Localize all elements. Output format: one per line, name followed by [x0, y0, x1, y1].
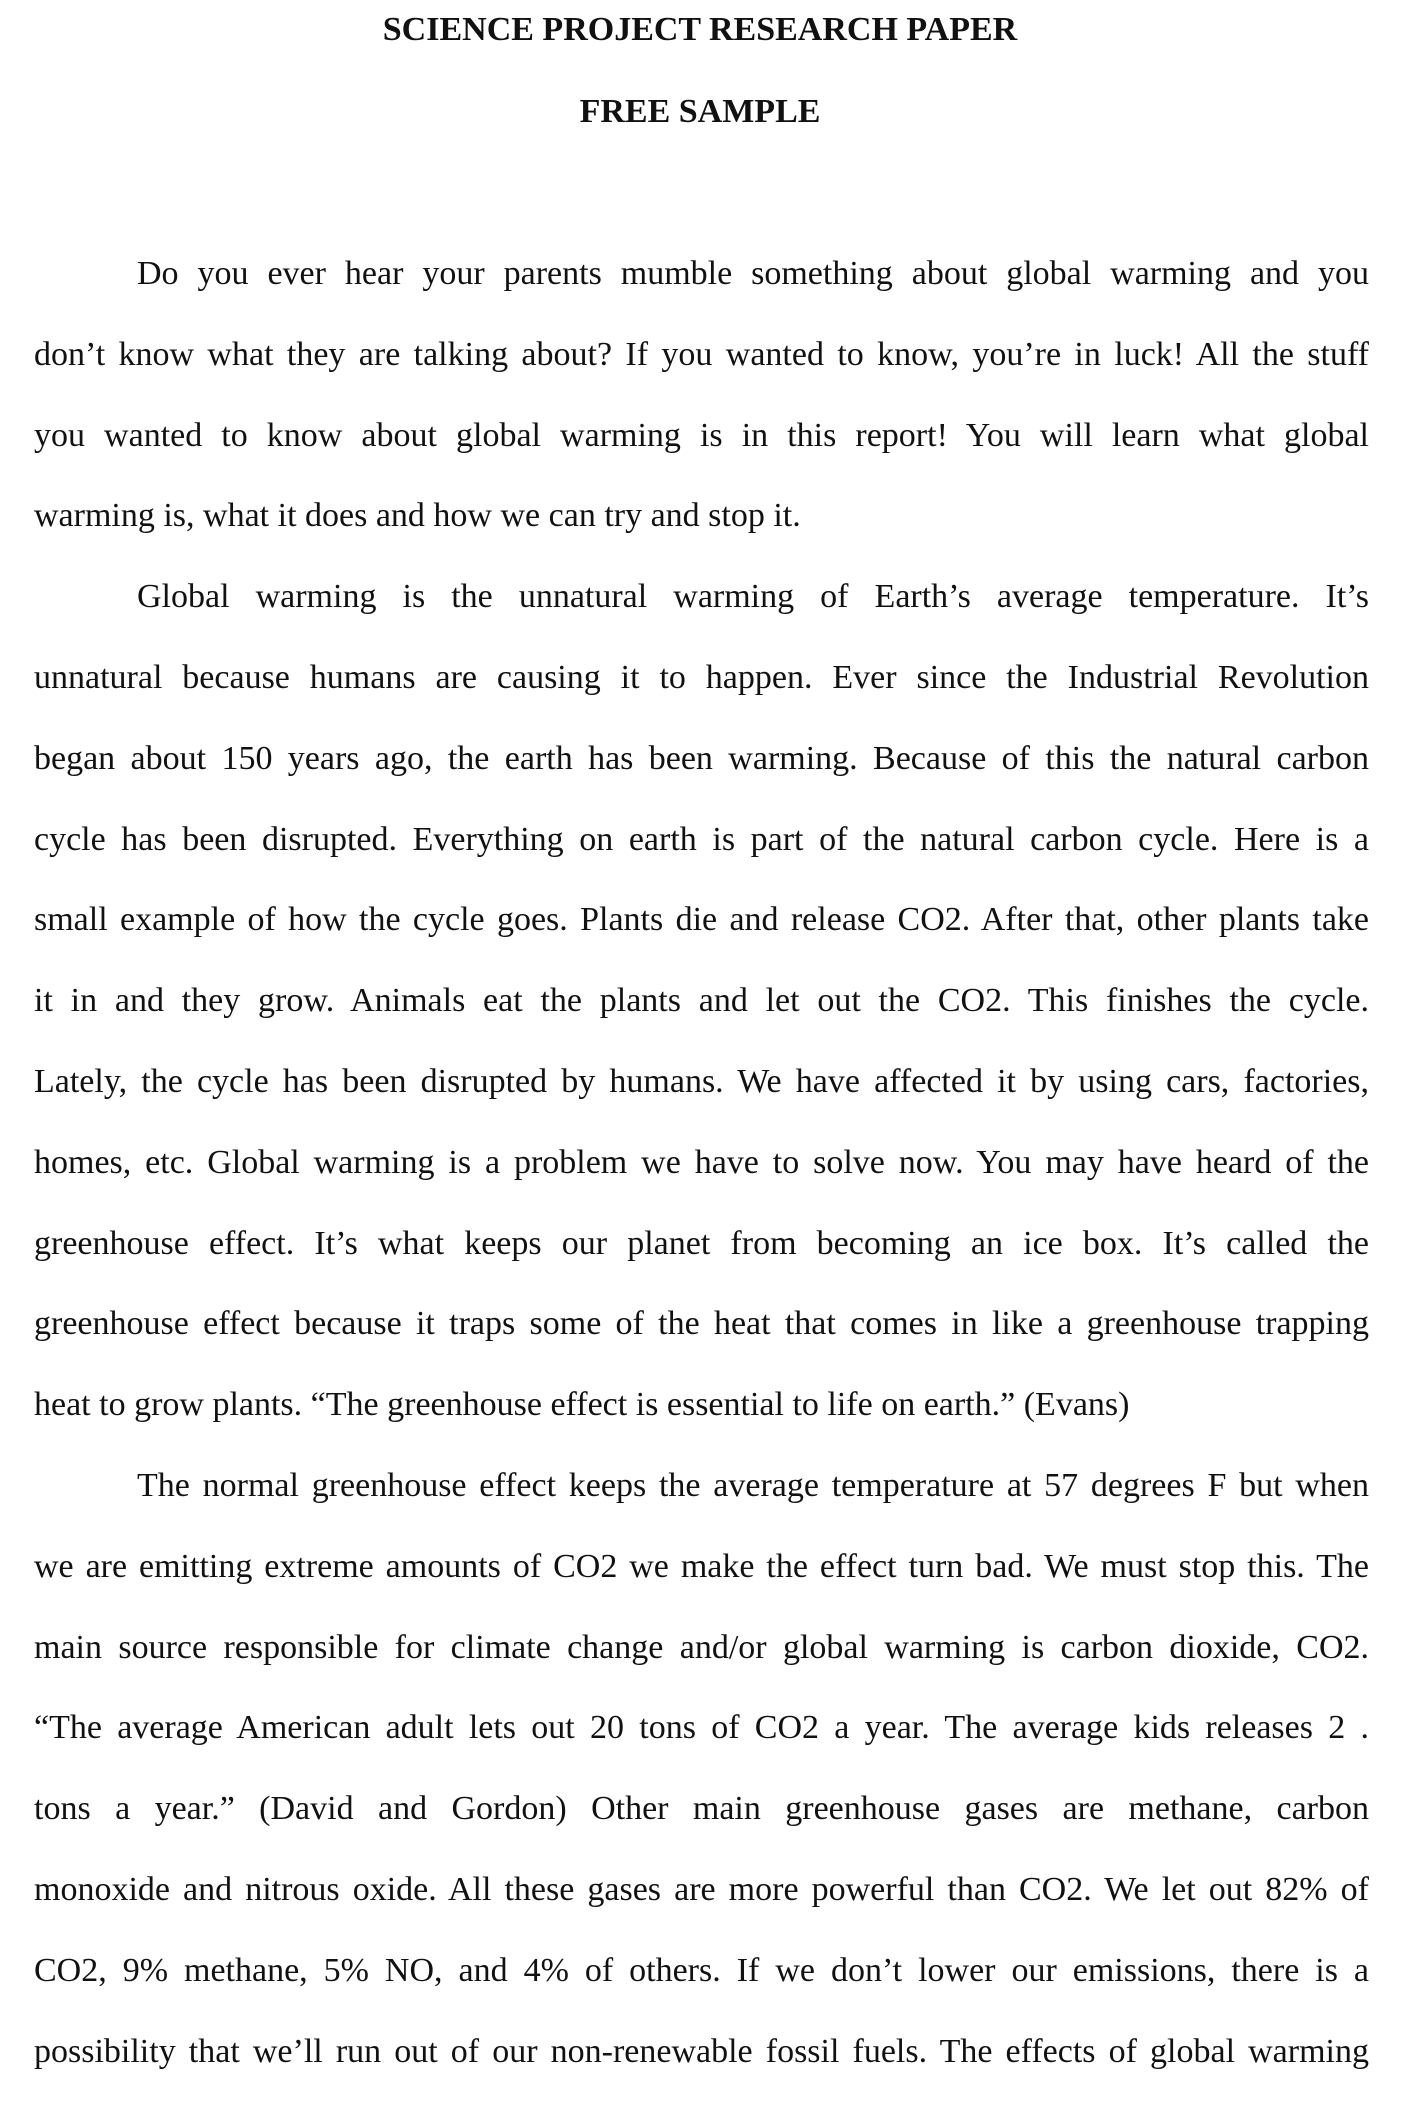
text-line: we are emitting extreme amounts of CO2 we make the effect turn bad. We must stop this. The: [34, 1547, 1369, 1585]
text-line: Lately, the cycle has been disrupted by humans. We have affected it by using cars, factories,: [34, 1062, 1369, 1100]
document-title: SCIENCE PROJECT RESEARCH PAPER: [382, 11, 1018, 48]
document-body: [34, 251, 1369, 2109]
text-line: main source responsible for climate change and/or global warming is carbon dioxide, CO2.: [34, 1628, 1369, 1666]
text-line: heat to grow plants. “The greenhouse effect is essential to life on earth.” (Evans): [34, 1386, 1130, 1424]
text-line: monoxide and nitrous oxide. All these gases are more powerful than CO2. We let out 82% of: [34, 1870, 1369, 1908]
text-line: homes, etc. Global warming is a problem we have to solve now. You may have heard of the: [34, 1143, 1369, 1181]
document-subtitle: FREE SAMPLE: [579, 93, 821, 130]
text-line: began about 150 years ago, the earth has been warming. Because of this the natural carbon: [34, 739, 1369, 777]
text-line: warming is, what it does and how we can try and stop it.: [34, 497, 801, 535]
text-line: greenhouse effect because it traps some of the heat that comes in like a greenhouse trapping: [34, 1305, 1369, 1343]
text-line: tons a year.” (David and Gordon) Other main greenhouse gases are methane, carbon: [34, 1790, 1369, 1828]
text-line: unnatural because humans are causing it to happen. Ever since the Industrial Revolution: [34, 658, 1369, 696]
text-line: cycle has been disrupted. Everything on earth is part of the natural carbon cycle. Here is a: [34, 820, 1369, 858]
text-line: The normal greenhouse effect keeps the average temperature at 57 degrees F but when: [137, 1466, 1369, 1504]
text-line: Do you ever hear your parents mumble something about global warming and you: [137, 255, 1369, 292]
text-line: don’t know what they are talking about? If you wanted to know, you’re in luck! All the stuff: [34, 335, 1369, 373]
text-line: it in and they grow. Animals eat the plants and let out the CO2. This finishes the cycle.: [34, 982, 1369, 1020]
text-line: CO2, 9% methane, 5% NO, and 4% of others. If we don’t lower our emissions, there is a: [34, 1951, 1369, 1989]
text-line: possibility that we’ll run out of our non-renewable fossil fuels. The effects of global warming: [34, 2032, 1369, 2070]
text-line: “The average American adult lets out 20 tons of CO2 a year. The average kids releases 2 .: [34, 1709, 1369, 1747]
text-line: small example of how the cycle goes. Plants die and release CO2. After that, other plants take: [34, 901, 1369, 939]
text-line: greenhouse effect. It’s what keeps our planet from becoming an ice box. It’s called the: [34, 1224, 1369, 1262]
text-line: Global warming is the unnatural warming of Earth’s average temperature. It’s: [137, 578, 1369, 616]
text-line: you wanted to know about global warming is in this report! You will learn what global: [34, 416, 1369, 454]
